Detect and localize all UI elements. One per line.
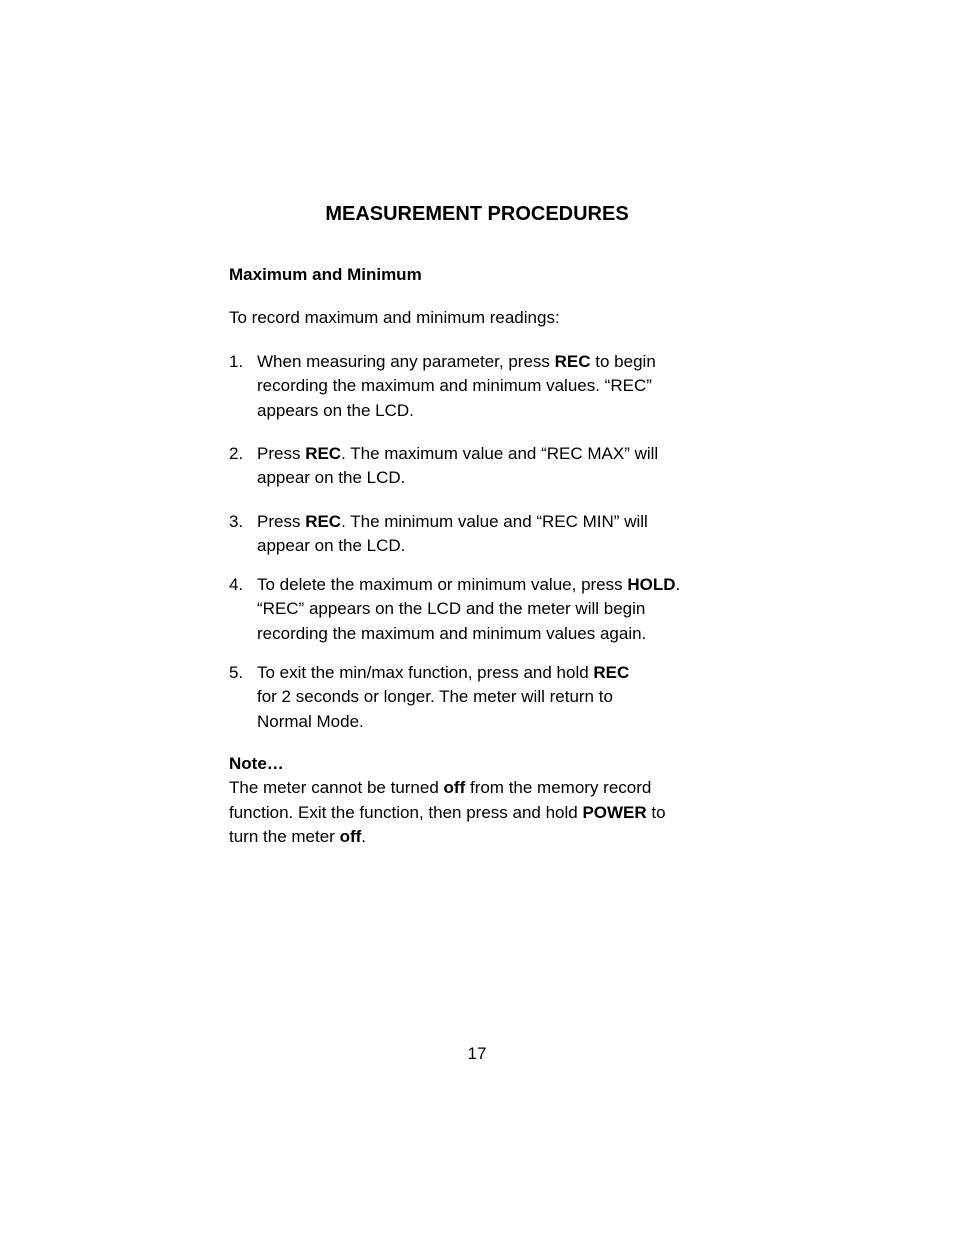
note-label: Note… <box>229 754 284 773</box>
step-line <box>257 442 749 466</box>
section-heading: Maximum and Minimum <box>229 265 422 284</box>
note-text: turn the meter <box>229 827 340 847</box>
list-item-step-3 <box>229 510 749 559</box>
step-line: “REC” appears on the LCD and the meter will begin <box>257 599 646 619</box>
note-block <box>229 752 749 850</box>
page-title: MEASUREMENT PROCEDURES <box>325 203 629 225</box>
step-text: . The maximum value and “REC MAX” will <box>341 444 659 463</box>
note-text: function. Exit the function, then press and hold <box>229 802 583 822</box>
step-body <box>257 573 749 646</box>
button-name-power: POWER <box>582 802 647 822</box>
step-number: 2. <box>229 444 244 463</box>
button-name-rec: REC <box>593 663 630 682</box>
list-item-step-1 <box>229 350 749 423</box>
step-body <box>257 661 749 734</box>
note-text: The meter cannot be turned <box>229 778 444 798</box>
step-line: recording the maximum and minimum values again. <box>257 623 647 643</box>
step-line <box>257 350 749 374</box>
button-name-hold: HOLD <box>627 575 676 594</box>
step-body <box>257 510 749 559</box>
step-number: 3. <box>229 512 244 531</box>
step-line: for 2 seconds or longer. The meter will return to <box>257 687 613 707</box>
step-text: When measuring any parameter, press <box>257 352 555 371</box>
button-name-rec: REC <box>305 444 342 463</box>
step-line: recording the maximum and minimum values. “REC” <box>257 376 652 396</box>
note-line <box>229 776 749 800</box>
note-line <box>229 825 749 849</box>
step-line: appear on the LCD. <box>257 468 406 488</box>
step-line: appears on the LCD. <box>257 400 414 420</box>
emphasis-off: off <box>443 778 466 798</box>
step-number: 4. <box>229 575 244 594</box>
step-text: to begin <box>590 352 656 371</box>
step-number: 5. <box>229 663 244 682</box>
step-line <box>257 510 749 534</box>
button-name-rec: REC <box>305 512 342 531</box>
page-number: 17 <box>467 1044 487 1063</box>
step-text: Press <box>257 512 306 531</box>
step-text: . <box>675 575 681 594</box>
note-text: . <box>361 827 367 847</box>
step-line <box>257 573 749 597</box>
step-text: To exit the min/max function, press and hold <box>257 663 594 682</box>
step-text: Press <box>257 444 306 463</box>
emphasis-off: off <box>339 827 362 847</box>
step-text: To delete the maximum or minimum value, press <box>257 575 628 594</box>
button-name-rec: REC <box>554 352 591 371</box>
step-body <box>257 442 749 491</box>
step-line: appear on the LCD. <box>257 536 406 556</box>
list-item-step-4 <box>229 573 749 646</box>
intro-text: To record maximum and minimum readings: <box>229 308 560 327</box>
step-line <box>257 661 749 685</box>
step-body <box>257 350 749 423</box>
note-text: from the memory record <box>465 778 652 798</box>
step-text: . The minimum value and “REC MIN” will <box>341 512 648 531</box>
list-item-step-2 <box>229 442 749 491</box>
note-text: to <box>646 802 666 822</box>
list-item-step-5 <box>229 661 749 734</box>
step-number: 1. <box>229 352 244 371</box>
step-line: Normal Mode. <box>257 711 364 731</box>
note-line <box>229 801 749 825</box>
